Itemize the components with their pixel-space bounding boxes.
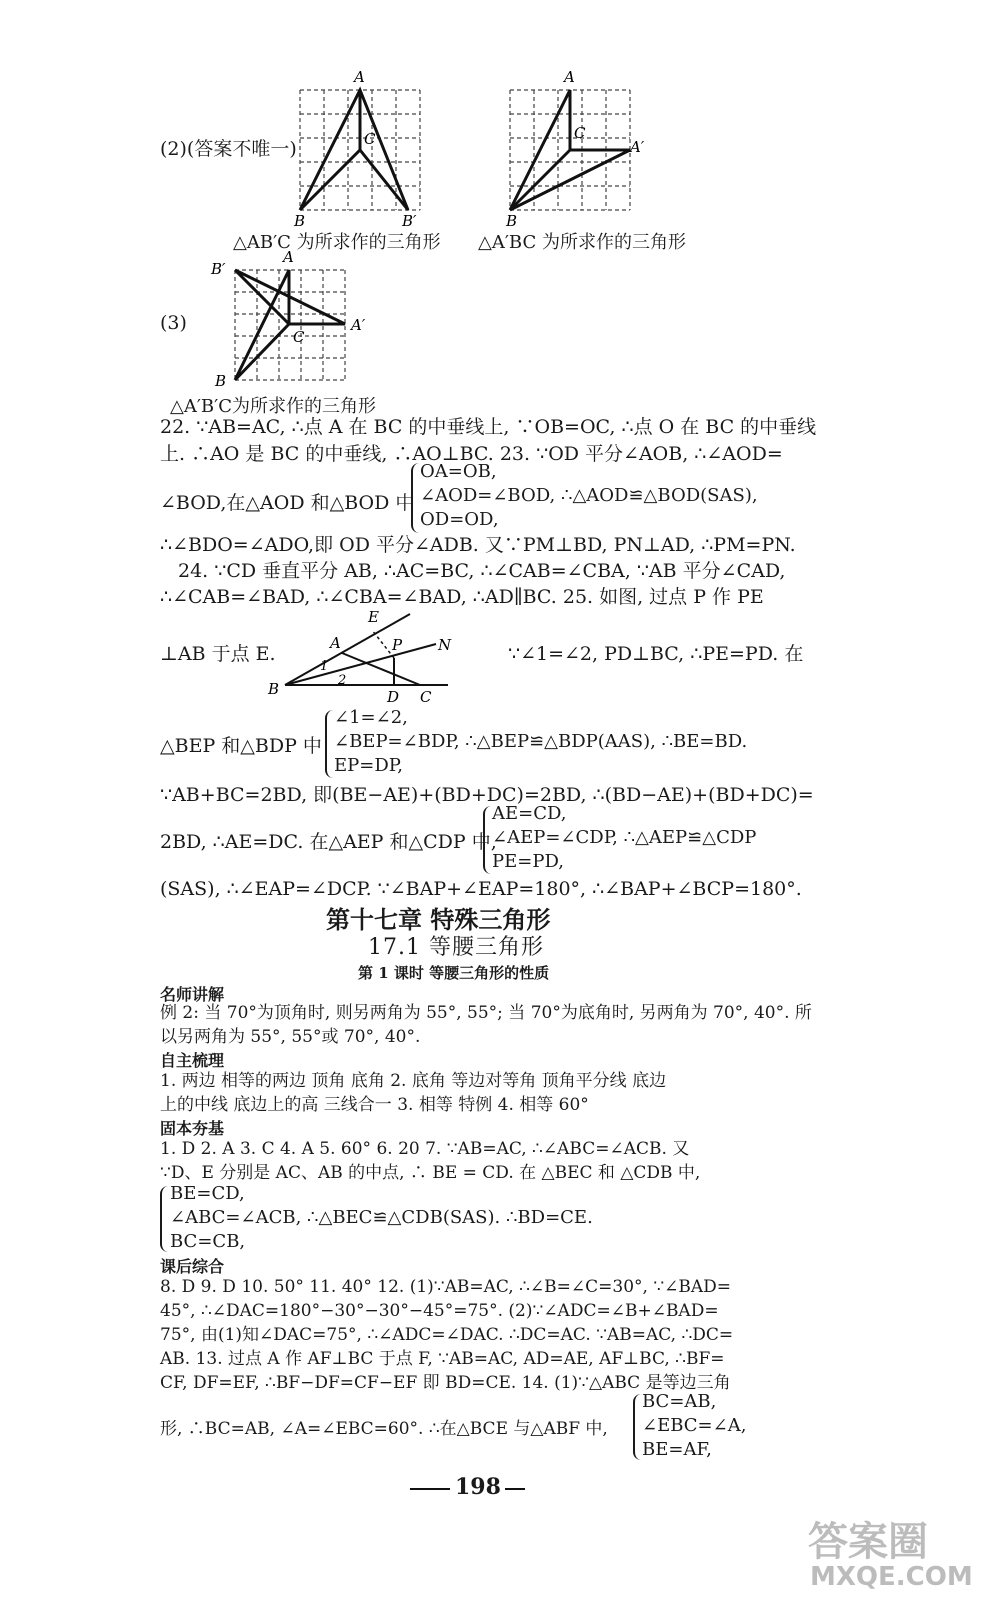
q25-conclusion: (SAS), ∴∠EAP=∠DCP. ∵∠BAP+∠EAP=180°, ∴∠BAP+∠BCP=180°. — [160, 878, 802, 900]
footer-rule-right — [505, 1488, 525, 1490]
q14-system: BC=AB, ∠EBC=∠A, BE=AF, — [642, 1391, 747, 1460]
heading-teacher: 名师讲解 — [160, 985, 225, 1004]
fig2-right-B: B — [506, 212, 518, 230]
fig25-D: D — [387, 688, 400, 706]
fig2-left-A: A — [354, 68, 365, 86]
fig25-E: E — [368, 608, 379, 626]
q25-system1: ∠1=∠2, ∠BEP=∠BDP, ∴△BEP≌△BDP(AAS), ∴BE=BD. EP=DP, — [334, 707, 748, 776]
watermark-logo: 答案圈 — [808, 1519, 928, 1565]
fig2-right-Ap: A′ — [630, 138, 645, 156]
q23-line4: ∴∠BDO=∠ADO,即 OD 平分∠ADB. 又∵PM⊥BD, PN⊥AD, ∴PM=PN. — [160, 534, 796, 556]
q23-line3: ∠BOD,在△AOD 和△BOD 中 — [160, 492, 415, 514]
fig2-right-C: C — [574, 124, 586, 142]
q7-brace — [160, 1186, 168, 1252]
fig2-left-B: B — [294, 212, 306, 230]
fig3-A: A — [283, 248, 294, 266]
fig3-Bp: B′ — [211, 260, 226, 278]
q25-brace1 — [325, 710, 333, 778]
q25-line-sum: ∵AB+BC=2BD, 即(BE−AE)+(BD+DC)=2BD, ∴(BD−AE)+(BD+DC)= — [160, 784, 814, 806]
q14-brace — [633, 1394, 641, 1460]
fig2-left-diagram — [280, 60, 460, 230]
q25-right-text: ∵∠1=∠2, PD⊥BC, ∴PE=PD. 在 — [508, 643, 804, 665]
basic-line2: ∵D、E 分别是 AC、AB 的中点, ∴ BE = CD. 在 △BEC 和 △CDB 中, — [160, 1163, 701, 1183]
watermark-site: MXQE.COM — [810, 1562, 973, 1592]
q25-brace2 — [483, 806, 491, 874]
fig3-Ap: A′ — [351, 316, 366, 334]
footer-rule-left — [410, 1488, 450, 1490]
q25-system2: AE=CD, ∠AEP=∠CDP, ∴△AEP≌△CDP PE=PD, — [492, 803, 757, 872]
fig25-P: P — [392, 636, 403, 654]
heading-after: 课后综合 — [160, 1257, 225, 1276]
after-line2: 45°, ∴∠DAC=180°−30°−30°−45°=75°. (2)∵∠ADC=∠B+∠BAD= — [160, 1301, 719, 1321]
page-number: 198 — [455, 1474, 501, 1500]
section-title: 17.1 等腰三角形 — [368, 935, 544, 960]
q23-brace — [411, 463, 419, 533]
after-line4: AB. 13. 过点 A 作 AF⊥BC 于点 F, ∵AB=AC, AD=AE, AF⊥BC, ∴BF= — [160, 1349, 725, 1369]
fig2-right-diagram — [490, 60, 670, 230]
after-line5: CF, DF=EF, ∴BF−DF=CF−EF 即 BD=CE. 14. (1)∵△ABC 是等边三角 — [160, 1373, 731, 1393]
q25-system2-pre: 2BD, ∴AE=DC. 在△AEP 和△CDP 中, — [160, 831, 497, 853]
heading-self: 自主梳理 — [160, 1051, 225, 1070]
basic-line1: 1. D 2. A 3. C 4. A 5. 60° 6. 20 7. ∵AB=AC, ∴∠ABC=∠ACB. 又 — [160, 1139, 690, 1159]
fig2-left-C: C — [364, 130, 376, 148]
fig2-right-A: A — [564, 68, 575, 86]
lesson-title: 第 1 课时 等腰三角形的性质 — [358, 964, 550, 982]
q24-line1: 24. ∵CD 垂直平分 AB, ∴AC=BC, ∴∠CAB=∠CBA, ∵AB 平分∠CAD, — [178, 560, 786, 582]
fig2-left-Bp: B′ — [402, 212, 417, 230]
fig25-A: A — [330, 634, 341, 652]
fig2-caption-right: △A′BC 为所求作的三角形 — [478, 232, 686, 253]
q22-line2: 上. ∴AO 是 BC 的中垂线, ∴AO⊥BC. 23. ∵OD 平分∠AOB, ∴∠AOD= — [160, 443, 783, 465]
after-line3: 75°, 由(1)知∠DAC=75°, ∴∠ADC=∠DAC. ∴DC=AC. ∵AB=AC, ∴DC= — [160, 1325, 734, 1345]
q24-line2: ∴∠CAB=∠BAD, ∴∠CBA=∠BAD, ∴AD∥BC. 25. 如图, 过点 P 作 PE — [160, 586, 764, 608]
q25-system1-pre: △BEP 和△BDP 中 — [160, 735, 322, 757]
self-line2: 上的中线 底边上的高 三线合一 3. 相等 特例 4. 相等 60° — [160, 1095, 589, 1115]
fig3-label: (3) — [160, 312, 187, 334]
fig25-diagram — [260, 602, 470, 707]
fig3-caption: △A′B′C为所求作的三角形 — [170, 396, 377, 417]
fig2-caption-left: △AB′C 为所求作的三角形 — [233, 232, 441, 253]
example2-line1: 例 2: 当 70°为顶角时, 则另两角为 55°, 55°; 当 70°为底角时, 另两角为 70°, 40°. 所 — [160, 1003, 812, 1023]
self-line1: 1. 两边 相等的两边 顶角 底角 2. 底角 等边对等角 顶角平分线 底边 — [160, 1071, 667, 1091]
fig25-B: B — [268, 680, 280, 698]
fig25-C: C — [420, 688, 432, 706]
fig25-angle2: 2 — [338, 673, 347, 688]
fig25-angle1: 1 — [320, 659, 329, 674]
fig3-C: C — [293, 328, 305, 346]
q23-system: OA=OB, ∠AOD=∠BOD, ∴△AOD≌△BOD(SAS), OD=OD, — [420, 461, 758, 530]
q22-line1: 22. ∵AB=AC, ∴点 A 在 BC 的中垂线上, ∵OB=OC, ∴点 O 在 BC 的中垂线 — [160, 416, 817, 438]
q25-left-text: ⊥AB 于点 E. — [160, 643, 276, 665]
fig2-label: (2)(答案不唯一) — [160, 138, 297, 160]
q7-system: BE=CD, ∠ABC=∠ACB, ∴△BEC≌△CDB(SAS). ∴BD=CE. BC=CB, — [170, 1183, 593, 1252]
example2-line2: 以另两角为 55°, 55°或 70°, 40°. — [160, 1027, 421, 1047]
after-line1: 8. D 9. D 10. 50° 11. 40° 12. (1)∵AB=AC, ∴∠B=∠C=30°, ∵∠BAD= — [160, 1277, 732, 1297]
fig25-N: N — [438, 636, 452, 654]
fig3-B: B — [215, 372, 227, 390]
heading-basic: 固本夯基 — [160, 1119, 225, 1138]
q14-pre: 形, ∴BC=AB, ∠A=∠EBC=60°. ∴在△BCE 与△ABF 中, — [160, 1419, 608, 1439]
fig3-diagram — [205, 248, 380, 393]
chapter-title: 第十七章 特殊三角形 — [326, 906, 551, 934]
